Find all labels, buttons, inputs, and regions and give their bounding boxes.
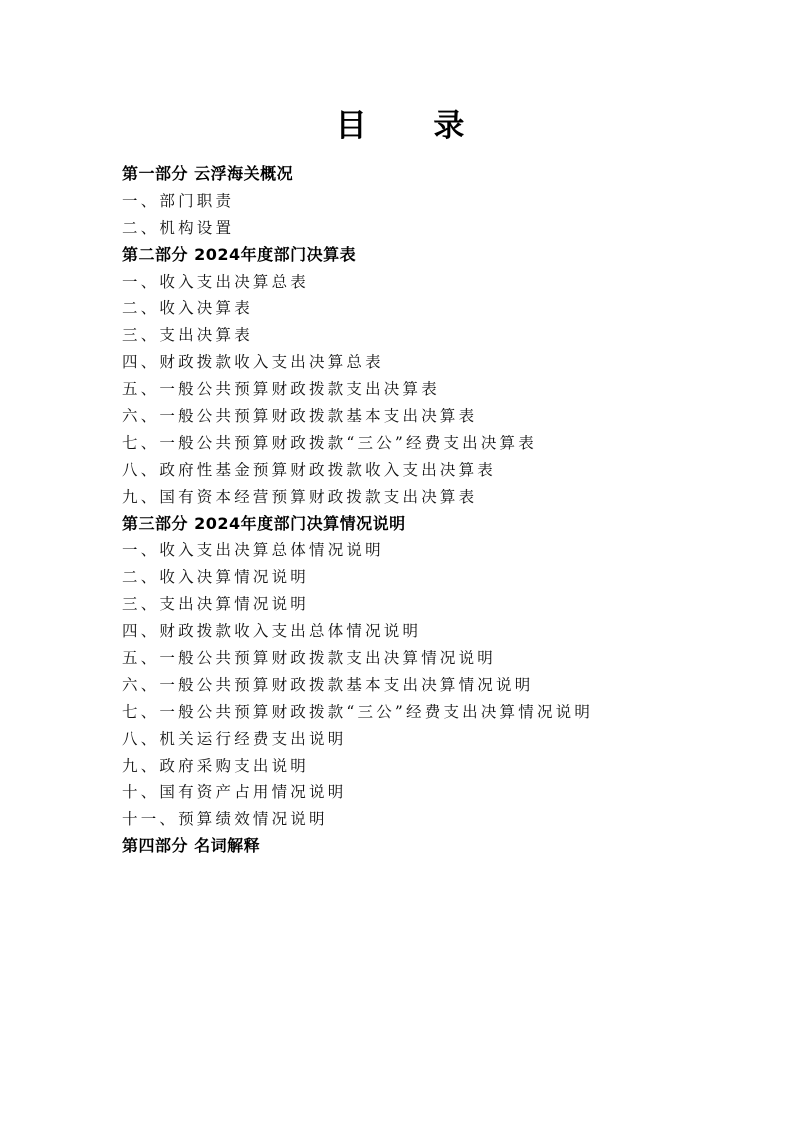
toc-item: 二、收入决算情况说明 <box>122 568 310 587</box>
table-of-contents <box>122 161 722 860</box>
toc-item: 五、一般公共预算财政拨款支出决算表 <box>122 380 440 399</box>
toc-item: 三、支出决算情况说明 <box>122 595 310 614</box>
toc-item: 二、机构设置 <box>122 218 235 237</box>
page-title: 目 录 <box>335 108 493 144</box>
toc-item: 八、政府性基金预算财政拨款收入支出决算表 <box>122 460 497 479</box>
toc-item: 九、国有资本经营预算财政拨款支出决算表 <box>122 487 478 506</box>
toc-item: 十一、预算绩效情况说明 <box>122 810 328 829</box>
toc-item: 六、一般公共预算财政拨款基本支出决算情况说明 <box>122 675 534 694</box>
toc-part-heading: 第二部分 2024年度部门决算表 <box>122 244 357 264</box>
toc-item: 九、政府采购支出说明 <box>122 756 310 775</box>
toc-item: 八、机关运行经费支出说明 <box>122 729 347 748</box>
toc-part-heading: 第四部分 名词解释 <box>122 836 261 856</box>
toc-item: 十、国有资产占用情况说明 <box>122 783 347 802</box>
toc-item: 四、财政拨款收入支出总体情况说明 <box>122 622 422 641</box>
toc-item: 七、一般公共预算财政拨款“三公”经费支出决算表 <box>122 433 537 452</box>
toc-item: 一、收入支出决算总体情况说明 <box>122 541 384 560</box>
toc-item: 三、支出决算表 <box>122 326 253 345</box>
toc-item: 七、一般公共预算财政拨款“三公”经费支出决算情况说明 <box>122 702 594 721</box>
toc-part-heading: 第一部分 云浮海关概况 <box>122 164 294 183</box>
toc-item: 六、一般公共预算财政拨款基本支出决算表 <box>122 407 478 426</box>
toc-item: 一、收入支出决算总表 <box>122 272 310 291</box>
toc-part-heading: 第三部分 2024年度部门决算情况说明 <box>122 513 406 533</box>
toc-item: 二、收入决算表 <box>122 299 253 318</box>
toc-item: 五、一般公共预算财政拨款支出决算情况说明 <box>122 649 497 668</box>
toc-item: 四、财政拨款收入支出决算总表 <box>122 353 384 372</box>
toc-item: 一、部门职责 <box>122 191 235 210</box>
